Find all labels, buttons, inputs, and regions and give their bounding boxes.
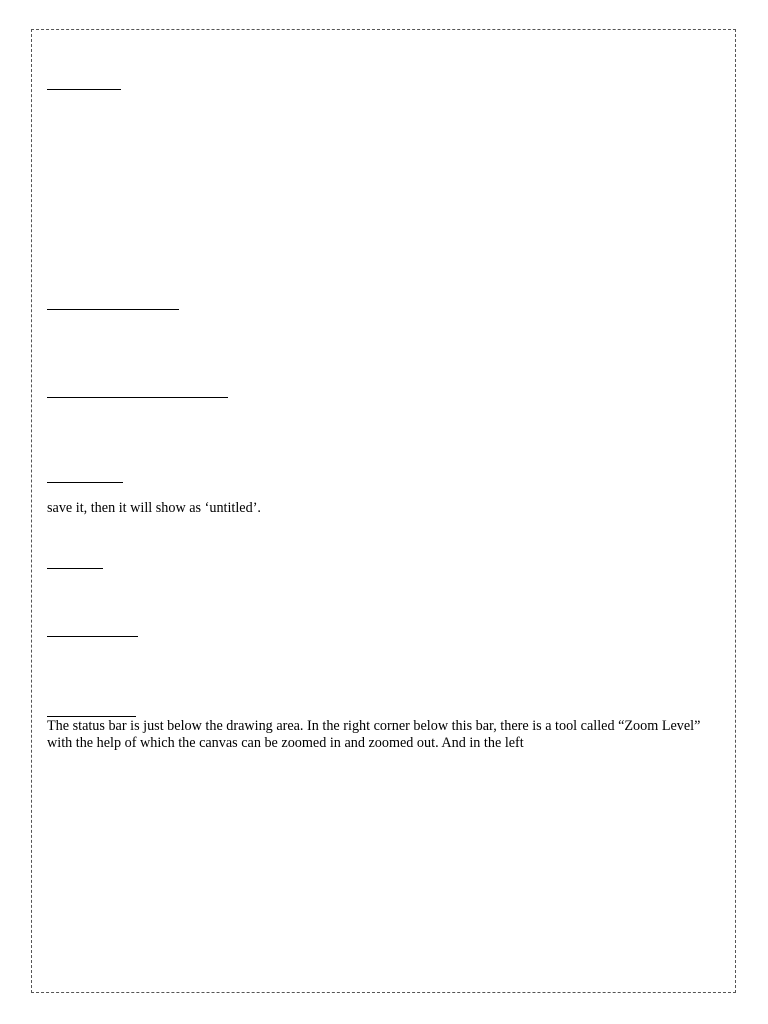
paragraph-status-bar: The status bar is just below the drawing area. In the right corner below this bar, there is a tool called “Zoom Level” with the help of which the canvas can be zoomed in and zoomed out. And in the left bbox=[47, 718, 701, 751]
heading-rule-6 bbox=[47, 636, 138, 637]
paragraph-untitled-note: save it, then it will show as ‘untitled’. bbox=[47, 500, 261, 516]
heading-rule-2 bbox=[47, 309, 179, 310]
heading-rule-4 bbox=[47, 482, 123, 483]
heading-rule-3 bbox=[47, 397, 228, 398]
heading-rule-7 bbox=[47, 716, 136, 717]
heading-rule-5 bbox=[47, 568, 103, 569]
heading-rule-1 bbox=[47, 89, 121, 90]
